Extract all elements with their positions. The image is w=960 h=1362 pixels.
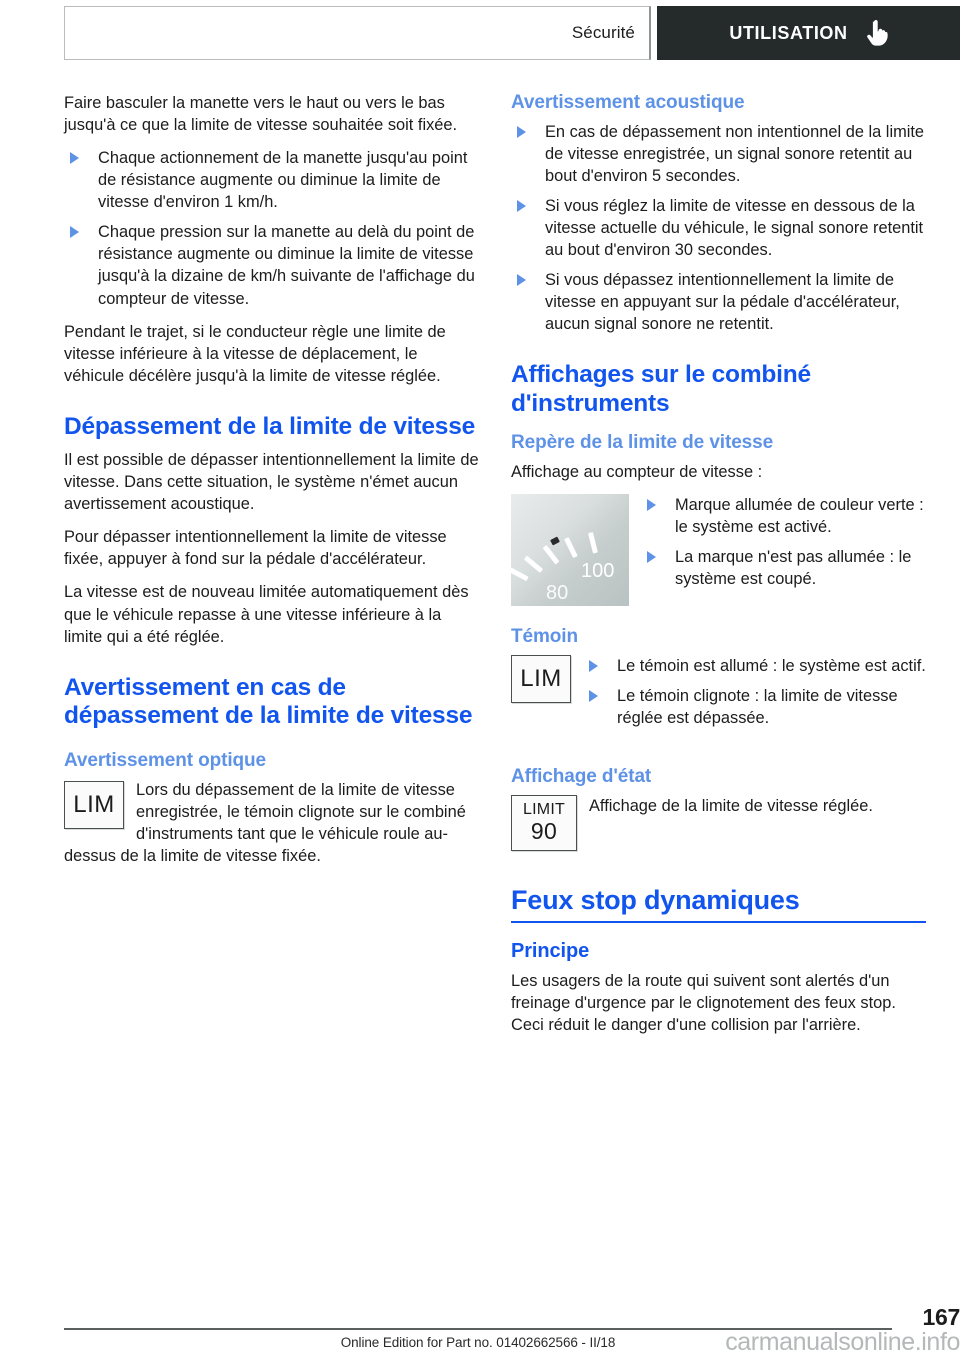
speedometer-closeup-image <box>511 494 629 606</box>
triangle-bullet-icon <box>70 226 79 238</box>
left-column <box>64 92 479 879</box>
list-item-text: Marque allumée de couleur verte : le système est activé. <box>675 496 924 537</box>
edition-notice: Online Edition for Part no. 01402662566 - II/18 <box>340 1335 616 1350</box>
intro-paragraph: Faire basculer la manette vers le haut ou vers le bas jusqu'à ce que la limite de vitesse souhaitée soit fixée. <box>64 94 458 135</box>
list-item-text: Chaque pression sur la manette au delà du point de résistance augmente ou diminue la limite de vitesse jusqu'à la dizaine de km/h suivante de l'affichage du compteur de vitesse. <box>98 223 475 308</box>
list-item <box>511 195 926 261</box>
heading-repere-limite: Repère de la limite de vitesse <box>511 432 774 454</box>
list-item <box>641 494 926 538</box>
list-item <box>64 147 479 213</box>
depassement-paragraph-3: La vitesse est de nouveau limitée automatiquement dès que le véhicule repasse à une vitesse inférieure à la limite qui a été réglée. <box>64 583 469 646</box>
list-item-text: Le témoin clignote : la limite de vitesse réglée est dépassée. <box>617 686 898 727</box>
pointing-hand-icon <box>866 20 888 47</box>
triangle-bullet-icon <box>517 200 526 212</box>
section-tab-label: UTILISATION <box>729 22 848 43</box>
heading-avertissement-acoustique: Avertissement acoustique <box>511 92 745 113</box>
heading-depassement: Dépassement de la limite de vitesse <box>64 412 476 440</box>
list-item-text: En cas de dépassement non intentionnel de la limite de vitesse enregistrée, un signal sonore retentit au bout d'environ 5 secondes. <box>545 122 925 185</box>
intro-bullet-list <box>64 147 479 309</box>
repere-figure-row <box>511 494 926 606</box>
list-item <box>583 655 926 677</box>
principe-paragraph: Les usagers de la route qui suivent sont alertés d'un freinage d'urgence par le clignotement des feux stop. Ceci réduit le danger d'une collision par l'arrière. <box>511 972 896 1035</box>
right-column <box>511 92 926 1047</box>
optique-figure-block <box>64 779 479 878</box>
breadcrumb-label: Sécurité <box>571 23 635 42</box>
heading-temoin: Témoin <box>511 626 578 648</box>
lim-icon-label: LIM <box>73 791 115 819</box>
speedometer-number-80: 80 <box>546 582 569 605</box>
triangle-bullet-icon <box>647 551 656 563</box>
temoin-bullet-list <box>583 655 926 729</box>
lim-icon-label: LIM <box>520 664 562 692</box>
triangle-bullet-icon <box>589 660 598 672</box>
site-watermark: carmanualsonline.info <box>725 1328 960 1356</box>
optique-paragraph: Lors du dépassement de la limite de vitesse enregistrée, le témoin clignote sur le combiné d'instruments tant que le véhicule roule au-dessus de la limite de vitesse fixée. <box>64 781 466 866</box>
repere-intro-paragraph: Affichage au compteur de vitesse : <box>511 462 763 481</box>
repere-bullet-list <box>641 494 926 590</box>
section-tab-utilisation <box>657 6 960 60</box>
etat-figure-row <box>511 795 926 851</box>
lim-indicator-icon <box>64 781 124 829</box>
speedometer-number-100: 100 <box>581 560 615 583</box>
heading-avertissement-depassement: Avertissement en cas de dépassement de la limite de vitesse <box>64 673 473 730</box>
triangle-bullet-icon <box>517 126 526 138</box>
triangle-bullet-icon <box>517 274 526 286</box>
list-item <box>583 685 926 729</box>
limit-icon-line1: LIMIT <box>523 801 565 819</box>
etat-text: Affichage de la limite de vitesse réglée. <box>589 796 873 815</box>
page-header <box>64 6 960 60</box>
depassement-paragraph-1: Il est possible de dépasser intentionnellement la limite de vitesse. Dans cette situation, le système n'émet aucun avertissement acoustique. <box>64 451 479 514</box>
list-item-text: Chaque actionnement de la manette jusqu'au point de résistance augmente ou diminue la limite de vitesse d'environ 1 km/h. <box>98 149 468 212</box>
heading-affichage-etat: Affichage d'état <box>511 766 652 788</box>
list-item-text: Le témoin est allumé : le système est actif. <box>617 656 926 675</box>
heading-feux-stop: Feux stop dynamiques <box>511 885 926 923</box>
list-item <box>64 221 479 309</box>
page-number: 167 <box>922 1304 960 1330</box>
list-item <box>511 269 926 335</box>
limit-90-indicator-icon <box>511 795 577 851</box>
heading-principe: Principe <box>511 940 590 963</box>
limit-icon-line2: 90 <box>530 818 558 845</box>
heading-affichages-combine: Affichages sur le combiné d'instruments <box>511 361 811 417</box>
list-item <box>511 121 926 187</box>
lim-indicator-icon <box>511 655 571 703</box>
depassement-paragraph-2: Pour dépasser intentionnellement la limite de vitesse fixée, appuyer à fond sur la pédale d'accélérateur. <box>64 528 447 569</box>
breadcrumb <box>64 6 651 60</box>
triangle-bullet-icon <box>589 690 598 702</box>
after-bullets-paragraph: Pendant le trajet, si le conducteur règle une limite de vitesse inférieure à la vitesse de déplacement, le véhicule décélère jusqu'à la limite de vitesse réglée. <box>64 322 446 385</box>
acoustique-bullet-list <box>511 121 926 336</box>
triangle-bullet-icon <box>70 152 79 164</box>
list-item-text: Si vous réglez la limite de vitesse en dessous de la vitesse actuelle du véhicule, le signal sonore retentit au bout d'environ 30 secondes. <box>545 196 924 260</box>
list-item <box>641 546 926 590</box>
page-footer <box>64 1300 960 1362</box>
temoin-figure-row <box>511 655 926 740</box>
list-item-text: Si vous dépassez intentionnellement la limite de vitesse en appuyant sur la pédale d'accélérateur, aucun signal sonore ne retentit. <box>545 271 900 334</box>
triangle-bullet-icon <box>647 499 656 511</box>
heading-avertissement-optique: Avertissement optique <box>64 750 267 772</box>
list-item-text: La marque n'est pas allumée : le système est coupé. <box>675 548 912 589</box>
